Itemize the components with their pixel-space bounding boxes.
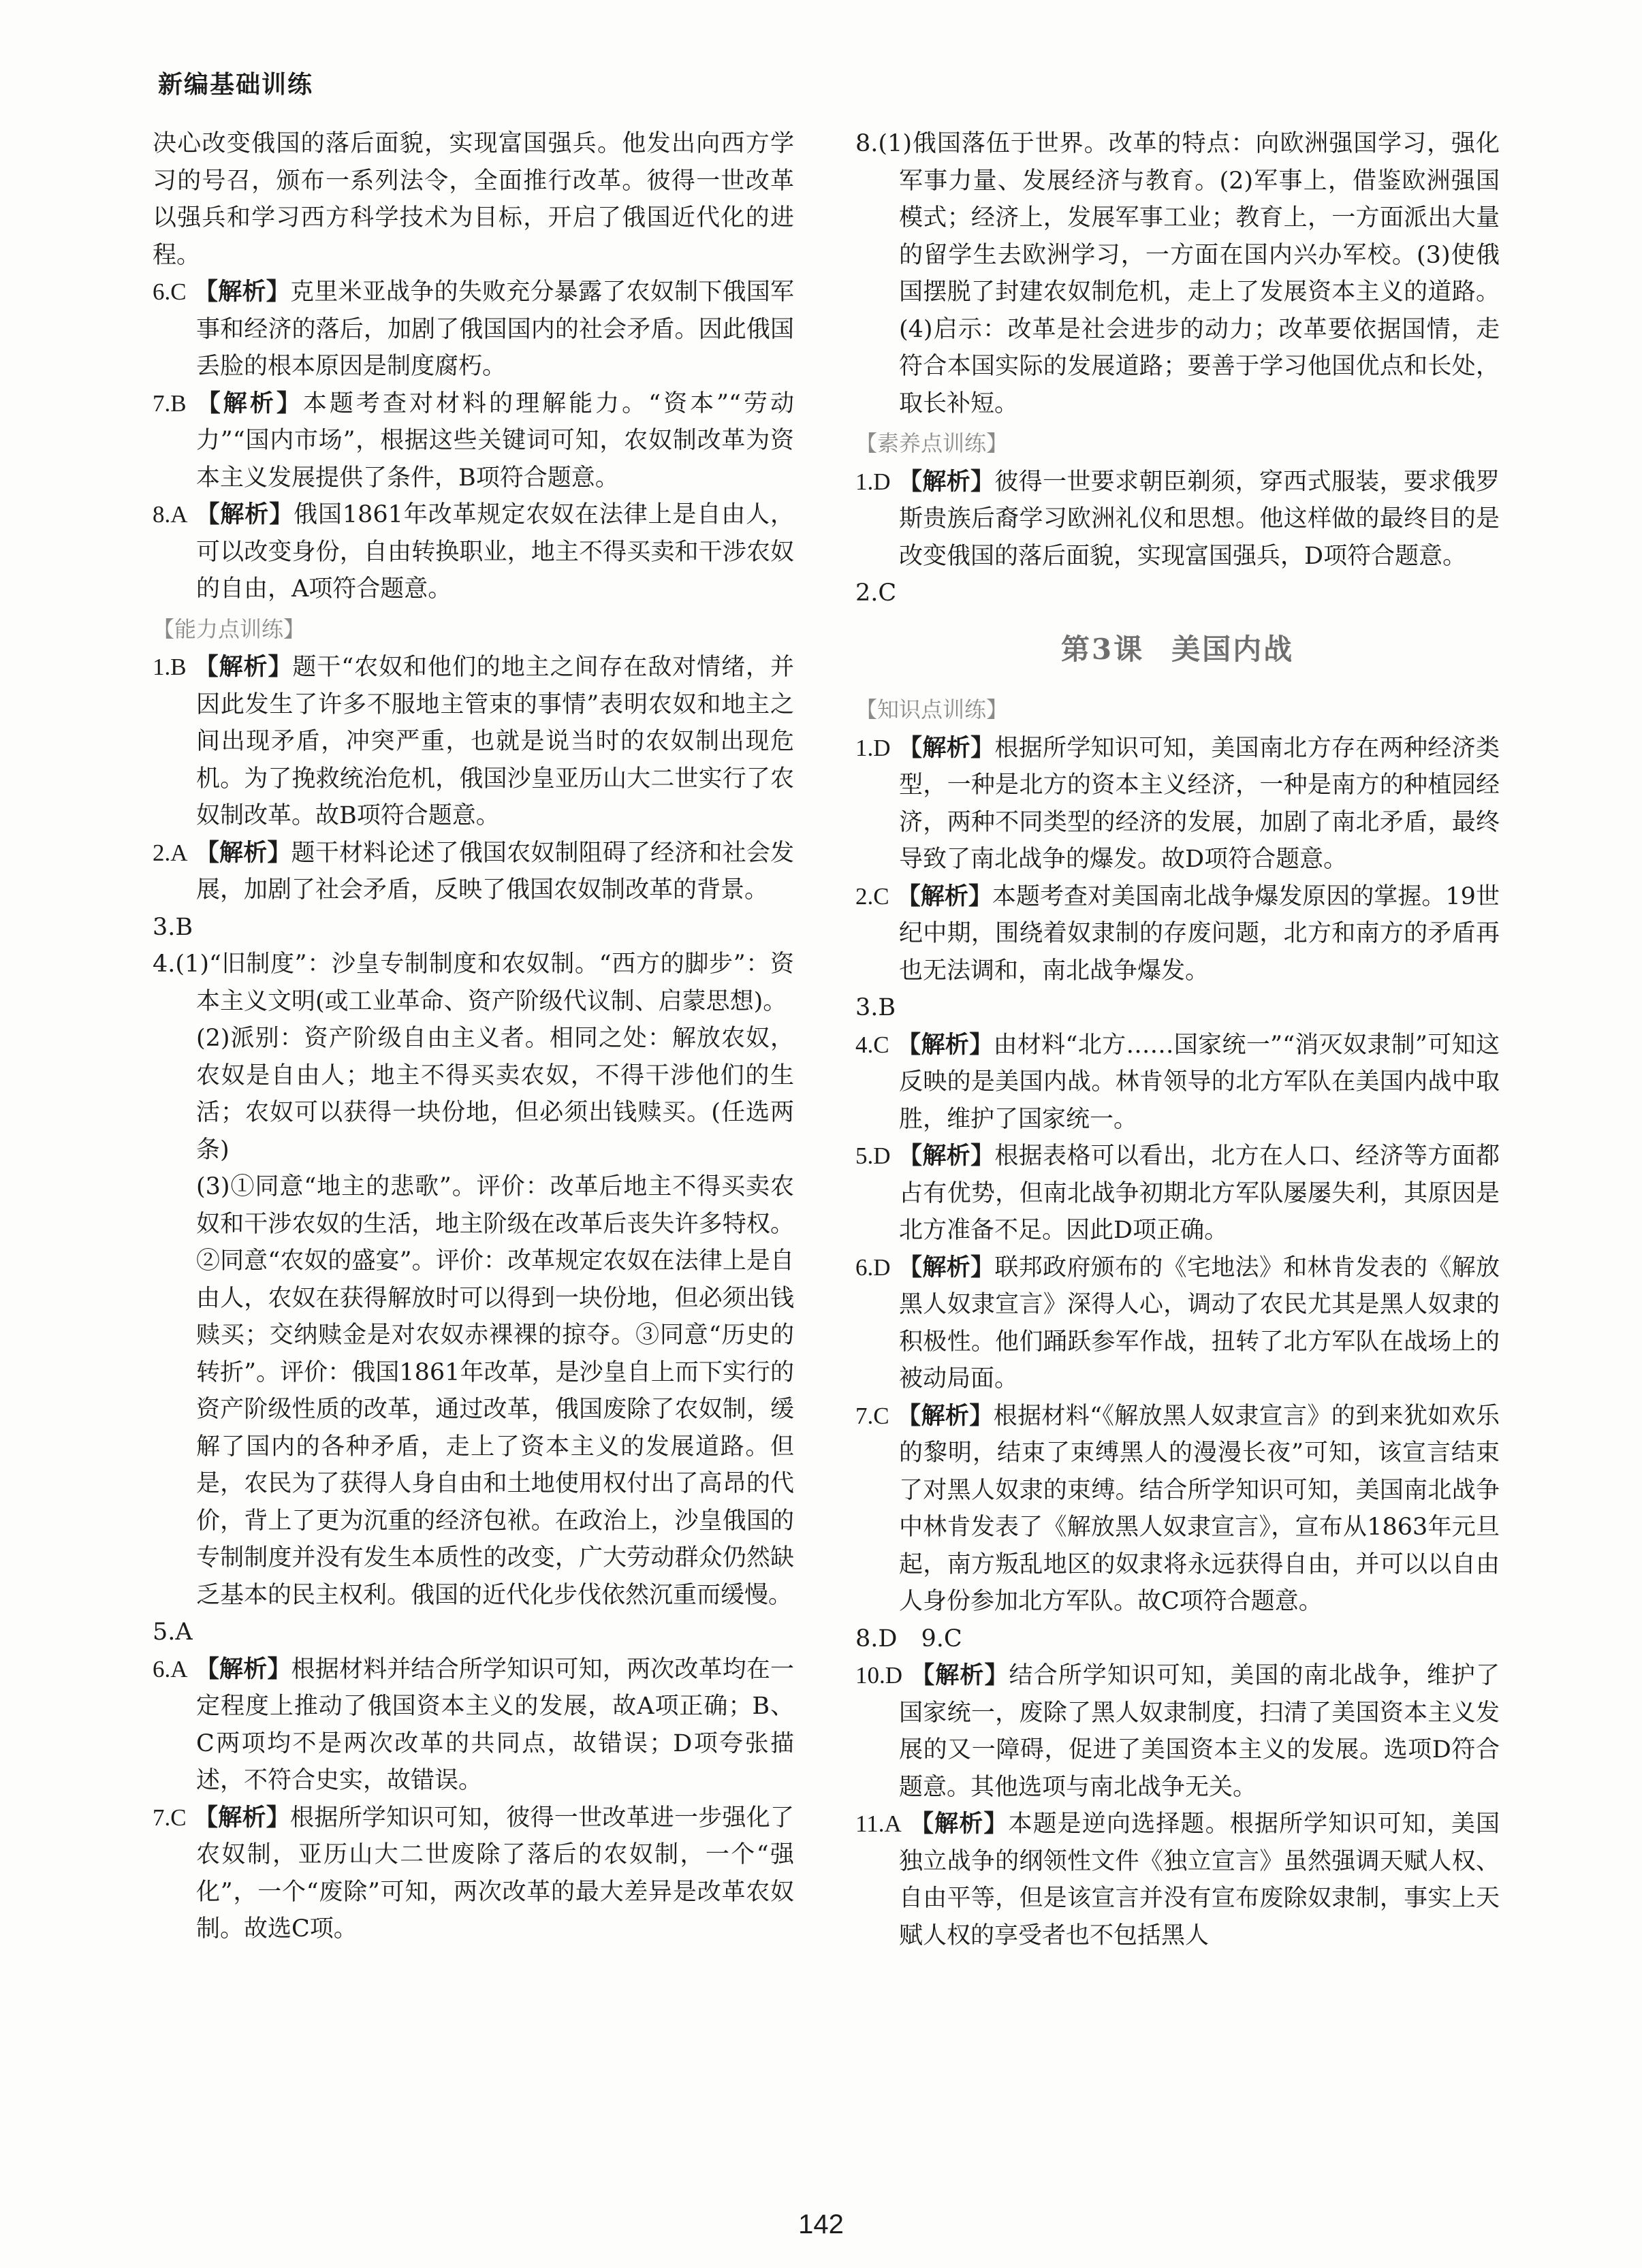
ability-answer-2: 2.A 【解析】题干材料论述了俄国农奴制阻碍了经济和社会发展，加剧了社会矛盾，反映了俄国农奴制改革的背景。 [153, 838, 794, 904]
ability-answer-8: 8.(1)俄国落伍于世界。改革的特点：向欧洲强国学习，强化军事力量、发展经济与教育。(2)军事上，借鉴欧洲强国模式；经济上，发展军事工业；教育上，一方面派出大量的留学生去欧洲学习，一方面在国内兴办军校。(3)使俄国摆脱了封建农奴制危机，走上了发展资本主义的道路。(4)启示：改革是社会进步的动力；改革要依据国情，走符合本国实际的发展道路；要善于学习他国优点和长处，取长补短。 [855, 130, 1500, 417]
lesson-heading [855, 631, 1500, 669]
knowledge-answer-5: 5.D 【解析】根据表格可以看出，北方在人口、经济等方面都占有优势，但南北战争初期北方军队屡屡失利，其原因是北方准备不足。因此D项正确。 [855, 1142, 1500, 1244]
literacy-answer-2: 2.C [855, 579, 897, 607]
ability-answer-4-part2: (2)派别：资产阶级自由主义者。相同之处：解放农奴，农奴是自由人；地主不得买卖农奴，不得干涉他们的生活；农奴可以获得一块份地，但必须出钱赎买。(任选两条) [196, 1025, 794, 1164]
ability-answer-7: 7.C 【解析】根据所学知识可知，彼得一世改革进一步强化了农奴制，亚历山大二世废除了落后的农奴制，一个“强化”，一个“废除”可知，两次改革的最大差异是改革农奴制。故选C项。 [153, 1803, 794, 1943]
answer-8: 8.A 【解析】俄国1861年改革规定农奴在法律上是自由人，可以改变身份，自由转换职业，地主不得买卖和干涉农奴的自由，A项符合题意。 [153, 500, 794, 603]
section-knowledge-heading: 【知识点训练】 [855, 697, 1009, 722]
knowledge-answer-8-9: 8.D 9.C [855, 1625, 962, 1652]
ability-answer-4-part1: 4.(1)“旧制度”：沙皇专制制度和农奴制。“西方的脚步”：资本主义文明(或工业革命、资产阶级代议制、启蒙思想)。 [153, 951, 794, 1015]
answer-6: 6.C 【解析】克里米亚战争的失败充分暴露了农奴制下俄国军事和经济的落后，加剧了俄国国内的社会矛盾。因此俄国丢脸的根本原因是制度腐朽。 [153, 278, 794, 380]
knowledge-answer-6: 6.D 【解析】联邦政府颁布的《宅地法》和林肯发表的《解放黑人奴隶宣言》深得人心，调动了农民尤其是黑人奴隶的积极性。他们踊跃参军作战，扭转了北方军队在战场上的被动局面。 [855, 1253, 1500, 1392]
ability-answer-4-part3: (3)①同意“地主的悲歌”。评价：改革后地主不得买卖农奴和干涉农奴的生活，地主阶级在改革后丧失许多特权。②同意“农奴的盛宴”。评价：改革规定农奴在法律上是自由人，农奴在获得解放时可以得到一块份地，但必须出钱赎买；交纳赎金是对农奴赤裸裸的掠夺。③同意“历史的转折”。评价：俄国1861年改革，是沙皇自上而下实行的资产阶级性质的改革，通过改革，俄国废除了农奴制，缓解了国内的各种矛盾，走上了资本主义的发展道路。但是，农民为了获得人身自由和土地使用权付出了高昂的代价，背上了更为沉重的经济包袱。在政治上，沙皇俄国的专制制度并没有发生本质性的改变，广大劳动群众仍然缺乏基本的民主权利。俄国的近代化步伐依然沉重而缓慢。 [196, 1173, 794, 1609]
lesson-title: 美国内战 [1171, 632, 1295, 666]
page-number: 142 [798, 2209, 844, 2239]
left-column [153, 125, 794, 1948]
knowledge-answer-7: 7.C 【解析】根据材料“《解放黑人奴隶宣言》的到来犹如欢乐的黎明，结束了束缚黑人的漫漫长夜”可知，该宣言结束了对黑人奴隶的束缚。结合所学知识可知，美国南北战争中林肯发表了《解放黑人奴隶宣言》，宣布从1863年元旦起，南方叛乱地区的奴隶将永远获得自由，并可以以自由人身份参加北方军队。故C项符合题意。 [855, 1401, 1500, 1615]
section-literacy-heading: 【素养点训练】 [855, 430, 1009, 456]
lesson-number: 第3课 [1060, 632, 1145, 666]
knowledge-answer-2: 2.C 【解析】本题考查对美国南北战争爆发原因的掌握。19世纪中期，围绕着奴隶制的存废问题，北方和南方的矛盾再也无法调和，南北战争爆发。 [855, 882, 1500, 985]
literacy-answer-1: 1.D 【解析】彼得一世要求朝臣剃须，穿西式服装，要求俄罗斯贵族后裔学习欧洲礼仪和思想。他这样做的最终目的是改变俄国的落后面貌，实现富国强兵，D项符合题意。 [855, 467, 1500, 570]
right-column [855, 125, 1500, 1954]
ability-answer-5: 5.A [153, 1618, 193, 1646]
knowledge-answer-3: 3.B [855, 994, 896, 1021]
book-title: 新编基础训练 [158, 71, 314, 99]
ability-answer-6: 6.A 【解析】根据材料并结合所学知识可知，两次改革均在一定程度上推动了俄国资本主义的发展，故A项正确；B、C两项均不是两次改革的共同点，故错误；D项夸张描述，不符合史实，故错误。 [153, 1655, 794, 1794]
ability-answer-1: 1.B 【解析】题干“农奴和他们的地主之间存在敌对情绪，并因此发生了许多不服地主管束的事情”表明农奴和地主之间出现矛盾，冲突严重，也就是说当时的农奴制出现危机。为了挽救统治危机，俄国沙皇亚历山大二世实行了农奴制改革。故B项符合题意。 [153, 653, 794, 829]
ability-answer-3: 3.B [153, 913, 193, 941]
answer-7: 7.B 【解析】本题考查对材料的理解能力。“资本”“劳动力”“国内市场”，根据这些关键词可知，农奴制改革为资本主义发展提供了条件，B项符合题意。 [153, 389, 794, 492]
knowledge-answer-11: 11.A 【解析】本题是逆向选择题。根据所学知识可知，美国独立战争的纲领性文件《独立宣言》虽然强调天赋人权、自由平等，但是该宣言并没有宣布废除奴隶制，事实上天赋人权的享受者也不包括黑人 [855, 1810, 1500, 1949]
knowledge-answer-10: 10.D 【解析】结合所学知识可知，美国的南北战争，维护了国家统一，废除了黑人奴隶制度，扫清了美国资本主义发展的又一障碍，促进了美国资本主义的发展。选项D符合题意。其他选项与南北战争无关。 [855, 1661, 1500, 1801]
knowledge-answer-4: 4.C 【解析】由材料“北方……国家统一”“消灭奴隶制”可知这反映的是美国内战。林肯领导的北方军队在美国内战中取胜，维护了国家统一。 [855, 1030, 1500, 1133]
continued-paragraph: 决心改变俄国的落后面貌，实现富国强兵。他发出向西方学习的号召，颁布一系列法令，全面推行改革。彼得一世改革以强兵和学习西方科学技术为目标，开启了俄国近代化的进程。 [153, 130, 794, 269]
knowledge-answer-1: 1.D 【解析】根据所学知识可知，美国南北方存在两种经济类型，一种是北方的资本主义经济，一种是南方的种植园经济，两种不同类型的经济的发展，加剧了南北矛盾，最终导致了南北战争的爆发。故D项符合题意。 [855, 733, 1500, 873]
section-ability-heading: 【能力点训练】 [153, 616, 306, 642]
